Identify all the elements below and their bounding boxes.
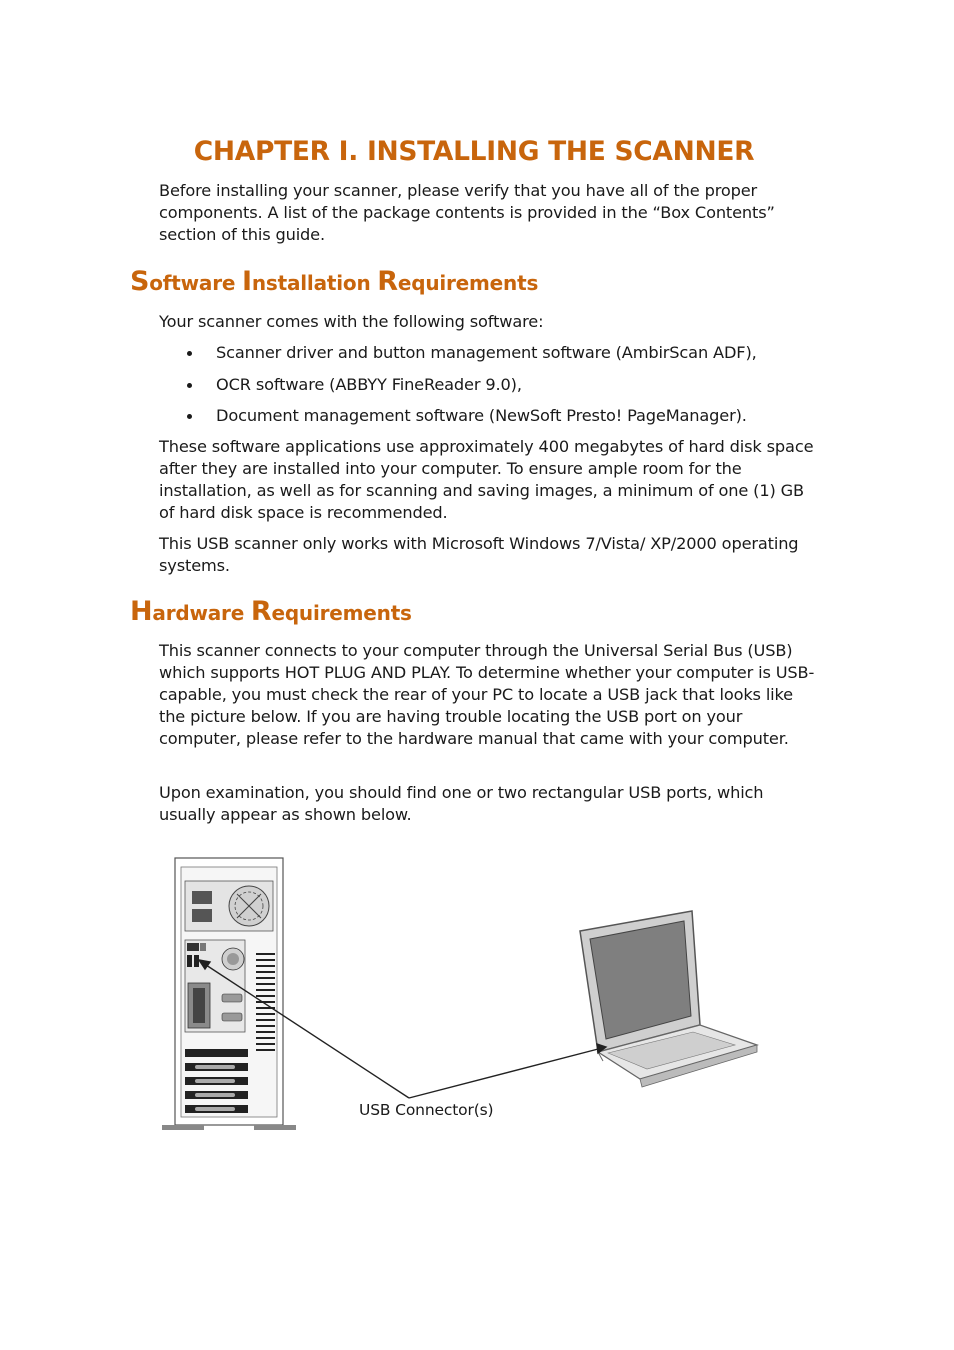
heading-rest: nstallation bbox=[251, 271, 378, 295]
software-list bbox=[187, 342, 827, 437]
heading-rest: oftware bbox=[149, 271, 243, 295]
laptop-icon bbox=[580, 911, 757, 1087]
list-item bbox=[187, 405, 827, 437]
intro-paragraph: Before installing your scanner, please verify that you have all of the proper components. A list of the package contents is provided in the “Box Contents” section of this guide. bbox=[159, 181, 775, 244]
list-item-text: Scanner driver and button management software (AmbirScan ADF), bbox=[216, 343, 757, 362]
bullet-icon bbox=[187, 351, 192, 356]
list-item bbox=[187, 374, 827, 406]
software-lead: Your scanner comes with the following software: bbox=[159, 312, 544, 331]
usb-paragraph: This scanner connects to your computer through the Universal Serial Bus (USB) which supports HOT PLUG AND PLAY. To determine whether your computer is USB-capable, you must check the rear of your PC to locate a USB jack that looks like the picture below. If you are having trouble locating the USB port on your computer, please refer to the hardware manual that came with your computer. bbox=[159, 641, 815, 748]
list-item bbox=[187, 342, 827, 374]
disk-space-paragraph: These software applications use approximately 400 megabytes of hard disk space after they are installed into your computer. To ensure ample room for the installation, as well as for scanning and saving images, a minimum of one (1) GB of hard disk space is recommended. bbox=[159, 437, 814, 522]
bullet-icon bbox=[187, 414, 192, 419]
bullet-icon bbox=[187, 383, 192, 388]
chapter-title: CHAPTER I. INSTALLING THE SCANNER bbox=[193, 136, 755, 167]
figure-caption: USB Connector(s) bbox=[359, 1101, 494, 1119]
pc-tower-icon bbox=[162, 858, 296, 1130]
heading-cap: R bbox=[377, 266, 398, 297]
heading-cap: I bbox=[242, 266, 252, 297]
list-item-text: OCR software (ABBYY FineReader 9.0), bbox=[216, 374, 522, 394]
heading-rest: ardware bbox=[152, 601, 251, 625]
heading-cap: H bbox=[130, 596, 153, 627]
heading-rest: equirements bbox=[271, 601, 412, 625]
usb-connector-illustration bbox=[160, 855, 770, 1135]
software-heading bbox=[130, 266, 538, 297]
list-item-text: Document management software (NewSoft Presto! PageManager). bbox=[216, 406, 747, 425]
os-paragraph: This USB scanner only works with Microsoft Windows 7/Vista/ XP/2000 operating systems. bbox=[159, 534, 799, 575]
usb-ports-paragraph: Upon examination, you should find one or two rectangular USB ports, which usually appear as shown below. bbox=[159, 783, 764, 824]
heading-cap: R bbox=[250, 596, 272, 627]
heading-rest: equirements bbox=[397, 271, 539, 295]
heading-cap: S bbox=[130, 266, 150, 297]
hardware-heading bbox=[130, 596, 412, 627]
